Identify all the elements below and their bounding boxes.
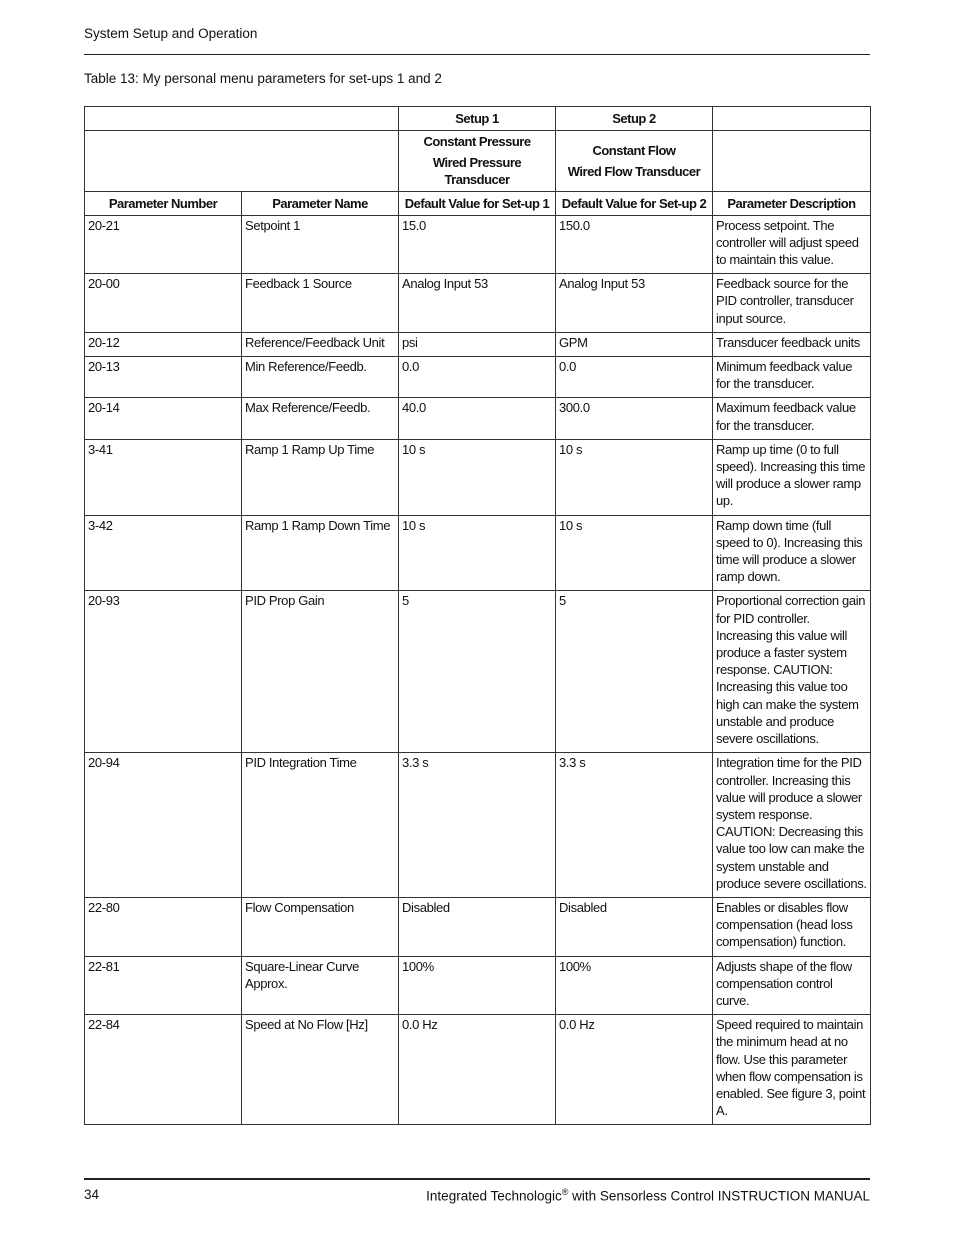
- column-header-parameter-name: Parameter Name: [242, 191, 399, 215]
- default-value-setup1: 0.0: [399, 357, 556, 398]
- default-value-setup2: 10 s: [556, 439, 713, 515]
- parameter-number: 20-94: [85, 753, 242, 898]
- table-row: [85, 591, 871, 753]
- parameter-name: Feedback 1 Source: [242, 274, 399, 333]
- parameter-number: 20-00: [85, 274, 242, 333]
- default-value-setup1: 10 s: [399, 439, 556, 515]
- default-value-setup1: 0.0 Hz: [399, 1015, 556, 1125]
- header-divider: [84, 54, 870, 55]
- blank-header-cell: [713, 131, 871, 192]
- default-value-setup2: Disabled: [556, 897, 713, 956]
- page-number: 34: [84, 1187, 100, 1202]
- blank-header-cell: [85, 131, 399, 192]
- default-value-setup1: 3.3 s: [399, 753, 556, 898]
- default-value-setup2: 0.0: [556, 357, 713, 398]
- parameter-table: [84, 106, 871, 1125]
- column-header-parameter-number: Parameter Number: [85, 191, 242, 215]
- parameter-name: Ramp 1 Ramp Down Time: [242, 515, 399, 591]
- parameter-number: 20-93: [85, 591, 242, 753]
- table-row: [85, 357, 871, 398]
- registered-mark: ®: [561, 1187, 569, 1197]
- default-value-setup2: 100%: [556, 956, 713, 1015]
- table-row: [85, 274, 871, 333]
- parameter-description: Proportional correction gain for PID controller. Increasing this value will produce a faster system response. CAUTION: Increasing this value too high can make the system unstable and produce severe oscillations.: [713, 591, 871, 753]
- default-value-setup1: Disabled: [399, 897, 556, 956]
- parameter-number: 20-21: [85, 215, 242, 274]
- parameter-name: Max Reference/Feedb.: [242, 398, 399, 439]
- default-value-setup2: 300.0: [556, 398, 713, 439]
- parameter-number: 20-13: [85, 357, 242, 398]
- parameter-description: Enables or disables flow compensation (head loss compensation) function.: [713, 897, 871, 956]
- table-row: [85, 1015, 871, 1125]
- parameter-description: Process setpoint. The controller will adjust speed to maintain this value.: [713, 215, 871, 274]
- parameter-description: Speed required to maintain the minimum head at no flow. Use this parameter when flow compensation is enabled. See figure 3, point A.: [713, 1015, 871, 1125]
- parameter-name: PID Prop Gain: [242, 591, 399, 753]
- blank-header-cell: [713, 107, 871, 131]
- footer-divider: [84, 1178, 870, 1180]
- manual-title-post: with Sensorless Control INSTRUCTION MANUAL: [568, 1188, 870, 1204]
- default-value-setup2: 5: [556, 591, 713, 753]
- parameter-description: Integration time for the PID controller. Increasing this value will produce a slower system response. CAUTION: Decreasing this value too low can make the system unstable and produce severe oscillations.: [713, 753, 871, 898]
- column-header-description: Parameter Description: [713, 191, 871, 215]
- default-value-setup2: GPM: [556, 332, 713, 356]
- running-header: System Setup and Operation: [84, 26, 258, 41]
- parameter-number: 3-41: [85, 439, 242, 515]
- parameter-description: Transducer feedback units: [713, 332, 871, 356]
- default-value-setup2: 3.3 s: [556, 753, 713, 898]
- parameter-name: PID Integration Time: [242, 753, 399, 898]
- table-row: [85, 956, 871, 1015]
- table-row: [85, 515, 871, 591]
- default-value-setup1: Analog Input 53: [399, 274, 556, 333]
- table-row: [85, 897, 871, 956]
- table-row: [85, 753, 871, 898]
- parameter-name: Square-Linear Curve Approx.: [242, 956, 399, 1015]
- default-value-setup1: 100%: [399, 956, 556, 1015]
- setup2-sensor: Wired Flow Transducer: [567, 163, 701, 179]
- setup2-mode: Constant Flow: [592, 142, 676, 158]
- default-value-setup2: 150.0: [556, 215, 713, 274]
- default-value-setup1: psi: [399, 332, 556, 356]
- parameter-name: Reference/Feedback Unit: [242, 332, 399, 356]
- parameter-number: 22-84: [85, 1015, 242, 1125]
- parameter-number: 22-80: [85, 897, 242, 956]
- setup2-header: Setup 2: [556, 107, 713, 131]
- manual-title-pre: Integrated Technologic: [426, 1188, 562, 1204]
- default-value-setup1: 5: [399, 591, 556, 753]
- setup1-config-header: [399, 131, 556, 192]
- parameter-number: 22-81: [85, 956, 242, 1015]
- setup1-sensor: Wired Pressure Transducer: [432, 155, 522, 188]
- setup1-mode: Constant Pressure: [423, 134, 531, 149]
- parameter-number: 20-12: [85, 332, 242, 356]
- parameter-description: Ramp up time (0 to full speed). Increasing this time will produce a slower ramp up.: [713, 439, 871, 515]
- manual-title: [426, 1187, 870, 1204]
- default-value-setup1: 10 s: [399, 515, 556, 591]
- table-row: [85, 398, 871, 439]
- setup2-config-header: [556, 131, 713, 192]
- parameter-description: Feedback source for the PID controller, transducer input source.: [713, 274, 871, 333]
- column-header-default-setup2: Default Value for Set-up 2: [556, 191, 713, 215]
- parameter-description: Minimum feedback value for the transducer.: [713, 357, 871, 398]
- table-caption: Table 13: My personal menu parameters for set-ups 1 and 2: [84, 71, 442, 86]
- default-value-setup2: 0.0 Hz: [556, 1015, 713, 1125]
- parameter-name: Setpoint 1: [242, 215, 399, 274]
- parameter-description: Maximum feedback value for the transducer.: [713, 398, 871, 439]
- parameter-table-body: [85, 215, 871, 1125]
- parameter-description: Adjusts shape of the flow compensation control curve.: [713, 956, 871, 1015]
- blank-header-cell: [85, 107, 399, 131]
- table-row: [85, 215, 871, 274]
- default-value-setup1: 15.0: [399, 215, 556, 274]
- default-value-setup2: 10 s: [556, 515, 713, 591]
- parameter-name: Speed at No Flow [Hz]: [242, 1015, 399, 1125]
- setup1-header: Setup 1: [399, 107, 556, 131]
- parameter-name: Flow Compensation: [242, 897, 399, 956]
- parameter-name: Ramp 1 Ramp Up Time: [242, 439, 399, 515]
- column-header-default-setup1: Default Value for Set-up 1: [399, 191, 556, 215]
- parameter-number: 20-14: [85, 398, 242, 439]
- default-value-setup1: 40.0: [399, 398, 556, 439]
- parameter-name: Min Reference/Feedb.: [242, 357, 399, 398]
- table-row: [85, 439, 871, 515]
- table-row: [85, 332, 871, 356]
- parameter-number: 3-42: [85, 515, 242, 591]
- parameter-description: Ramp down time (full speed to 0). Increasing this time will produce a slower ramp down.: [713, 515, 871, 591]
- default-value-setup2: Analog Input 53: [556, 274, 713, 333]
